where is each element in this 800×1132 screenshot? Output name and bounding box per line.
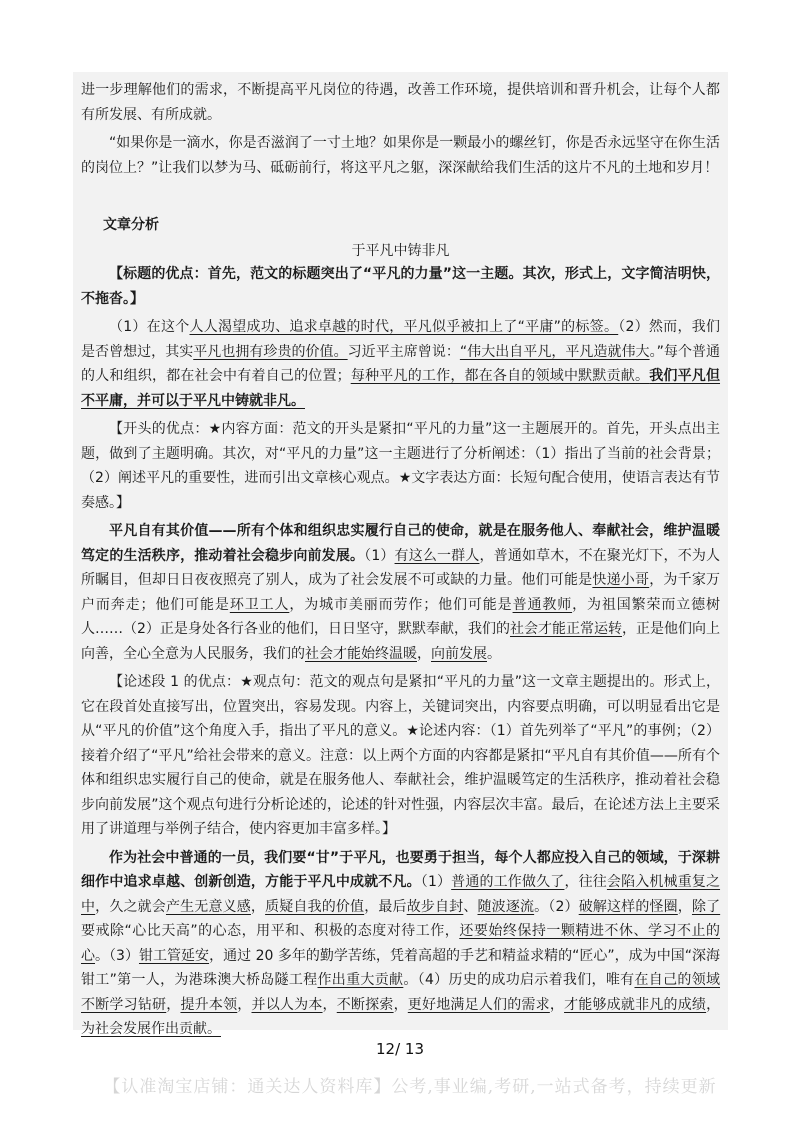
underlined-text: 我们平凡但不平庸，并可以于平凡中铸就非凡。 [81,368,721,409]
underlined-text: 会陷入机械重复之中 [81,874,721,915]
underlined-text: 向前发展 [431,645,487,662]
underlined-text: 人人渴望成功、追求卓越的时代，平凡似乎被扣上了“平庸”的标签。 [189,319,619,335]
underlined-text: “伟大出自平凡，平凡造就伟大 [459,343,650,360]
body1-merit: 【论述段 1 的优点：★观点句：范文的观点句是紧扣“平凡的力量”这一文章主题提出的。形式上，它在段首处直接写出，位置突出，容易发现。内容上，关键词突出，内容要点明确，可以明显看出它是从“平凡的价值”这个角度入手，指出了平凡的意义。★论述内容：（1）首先列举了“平凡”的事例；（2）接着介绍了“平凡”给社会带来的意义。注意：以上两个方面的内容都是紧扣“平凡自有其价值——所有个体和组织忠实履行自己的使命，就是在服务他人、奉献社会，维护温暖笃定的生活秩序，推动着社会稳步向前发展”这个观点句进行分析论述的，论述的针对性强，内容层次丰富。最后，在论述方法上主要采用了讲道理与举例子结合，使内容更加丰富多样。】 [81,674,720,837]
underlined-text: 普通的工作做久了 [451,874,565,890]
text-run: ，为祖国繁荣而立德树人……（2）正是身处各行各业的他们，日日坚守，默默奉献，我们的 [81,596,721,637]
text-run: 习近平主席曾说： [347,343,460,360]
bold-text: 作为社会中普通的一员，我们要“甘”于平凡，也要勇于担当，每个人都应投入自己的领域，于深耕细作中追求卓越、创新创造，方能于平凡中成就不凡。 [81,849,720,890]
text-run: ，通过 20 多年的勤学苦练，凭着高超的手艺和精益求精的“匠心”，成为中国“深海钳工”第一人，为港珠澳大桥岛隧工程 [81,947,721,988]
text-run: 、 [463,898,478,915]
underlined-text: 作出重大贡献 [317,972,404,988]
text-run: ， [237,996,252,1013]
underlined-text: 产生无意义感 [165,898,251,915]
text-run: ， [706,996,721,1013]
text-run: （2）然而，我们是否曾想过，其实 [81,319,720,360]
text-run: ， [322,996,337,1013]
paragraph-p2: “如果你是一滴水，你是否滋润了一寸土地？如果你是一颗最小的螺丝钉，你是否永远坚守在你生活的岗位上？”让我们以梦为马、砥砺前行，将这平凡之躯，深深献给我们生活的这片不凡的土地和岁月！ [81,135,720,176]
opening-merit: 【开头的优点：★内容方面：范文的开头是紧扣“平凡的力量”这一主题展开的。首先，开头点出主题，做到了主题明确。其次，对“平凡的力量”这一主题进行了分析阐述：（1）指出了当前的社会背景；（2）阐述平凡的重要性，进而引出文章核心观点。★文字表达方面：长短句配合使用，使语言表达有节奏感。】 [81,421,720,511]
text-run: ， [393,996,408,1013]
underlined-text: 除了 [691,898,721,915]
opening-paragraph [73,315,728,413]
underlined-text: 有这么一群人 [394,547,480,564]
text-run: 。（2） [534,898,579,915]
underlined-text: 钳工管延安 [138,947,210,964]
text-run: 。 [487,645,501,662]
underlined-text: 才能够成就非凡的成绩 [564,996,707,1013]
underlined-text: 不断探索 [336,996,394,1013]
paragraph-p1: 进一步理解他们的需求，不断提高平凡岗位的待遇，改善工作环境，提供培训和晋升机会，让每个人都有所发展、有所成就。 [81,82,720,123]
underlined-text: 还要始终保持一颗精进不休、学习不止的心 [81,923,720,964]
underlined-text: 质疑自我的价值 [265,898,365,915]
underlined-text: 平凡也拥有珍贵的价值。 [193,343,348,360]
text-run: ，久之就会 [95,898,166,915]
underlined-text: 每种平凡的工作，都在各自的领域中默默贡献。 [350,368,650,384]
underlined-text: 故步自封 [406,898,464,915]
bold-text: 平凡自有其价值——所有个体和组织忠实履行自己的使命，就是在服务他人、奉献社会，维护温暖笃定的生活秩序，推动着社会稳步向前发展。 [81,523,720,564]
essay-title: 于平凡中铸非凡 [351,243,450,259]
text-run: ， [417,645,431,662]
text-run: ，为城市美丽而劳作；他们可能是 [289,596,513,613]
text-run: ， [166,996,181,1013]
underlined-text: 为社会发展作出贡献 [81,1021,207,1037]
analysis-heading: 文章分析 [103,217,159,233]
underlined-text: 。 [207,1021,221,1037]
underlined-text: 社会才能正常运转 [509,621,623,637]
page-number: 12/ 13 [376,1040,424,1058]
underlined-text: 破解这样的怪圈 [578,898,678,915]
text-run: ， [549,996,565,1013]
text-run: ，普通如草木，不在聚光灯下，不为人所瞩目，但却日日夜夜照亮了别人，成为了社会发展不可或缺的力量。他们可能是 [81,547,721,588]
underlined-text: 并以人为本 [251,996,323,1013]
text-run: ， [677,898,692,915]
text-run: （1） [420,874,452,890]
underlined-text: 社会才能始终温暖 [305,645,417,662]
text-run: ，最后 [364,898,407,915]
text-run: 。（4）历史的成功启示着我们，唯有 [403,972,635,988]
text-run: （1） [364,547,395,564]
underlined-text: 更好地满足人们的需求 [407,996,550,1013]
text-run: 。（3） [95,947,139,964]
text-run: 要戒除“心比天高”的心态，用平和、积极的态度对待工作， [81,923,460,939]
text-run: ， [250,898,266,915]
body-paragraph-1 [73,519,728,666]
text-run: ，往往 [564,874,607,890]
text-run: （1）在这个 [109,319,190,335]
text-run: ，正是他们向上向善，全心全意为人民服务，我们的 [81,621,721,662]
underlined-text: 在自己的领域不断学习钻研 [81,972,721,1013]
underlined-text: 快递小哥 [592,572,650,588]
document-page [73,72,728,1037]
text-run: 。”每个普通的人和组织，都在社会中有着自己的位置； [81,343,721,384]
underlined-text: 随波逐流 [477,898,535,915]
underlined-text: 普通教师 [512,596,573,613]
watermark: 【认准淘宝店铺：通关达人资料库】公考,事业编,考研,一站式备考，持续更新 [103,1077,717,1097]
text-run: ，为千家万户而奔走；他们可能是 [81,572,721,613]
title-merit: 【标题的优点：首先，范文的标题突出了“平凡的力量”这一主题。其次，形式上，文字简洁明快，不拖沓。】 [81,266,720,307]
underlined-text: 环卫工人 [229,596,290,613]
body-paragraph-2 [73,846,728,1042]
underlined-text: 提升本领 [180,996,238,1013]
